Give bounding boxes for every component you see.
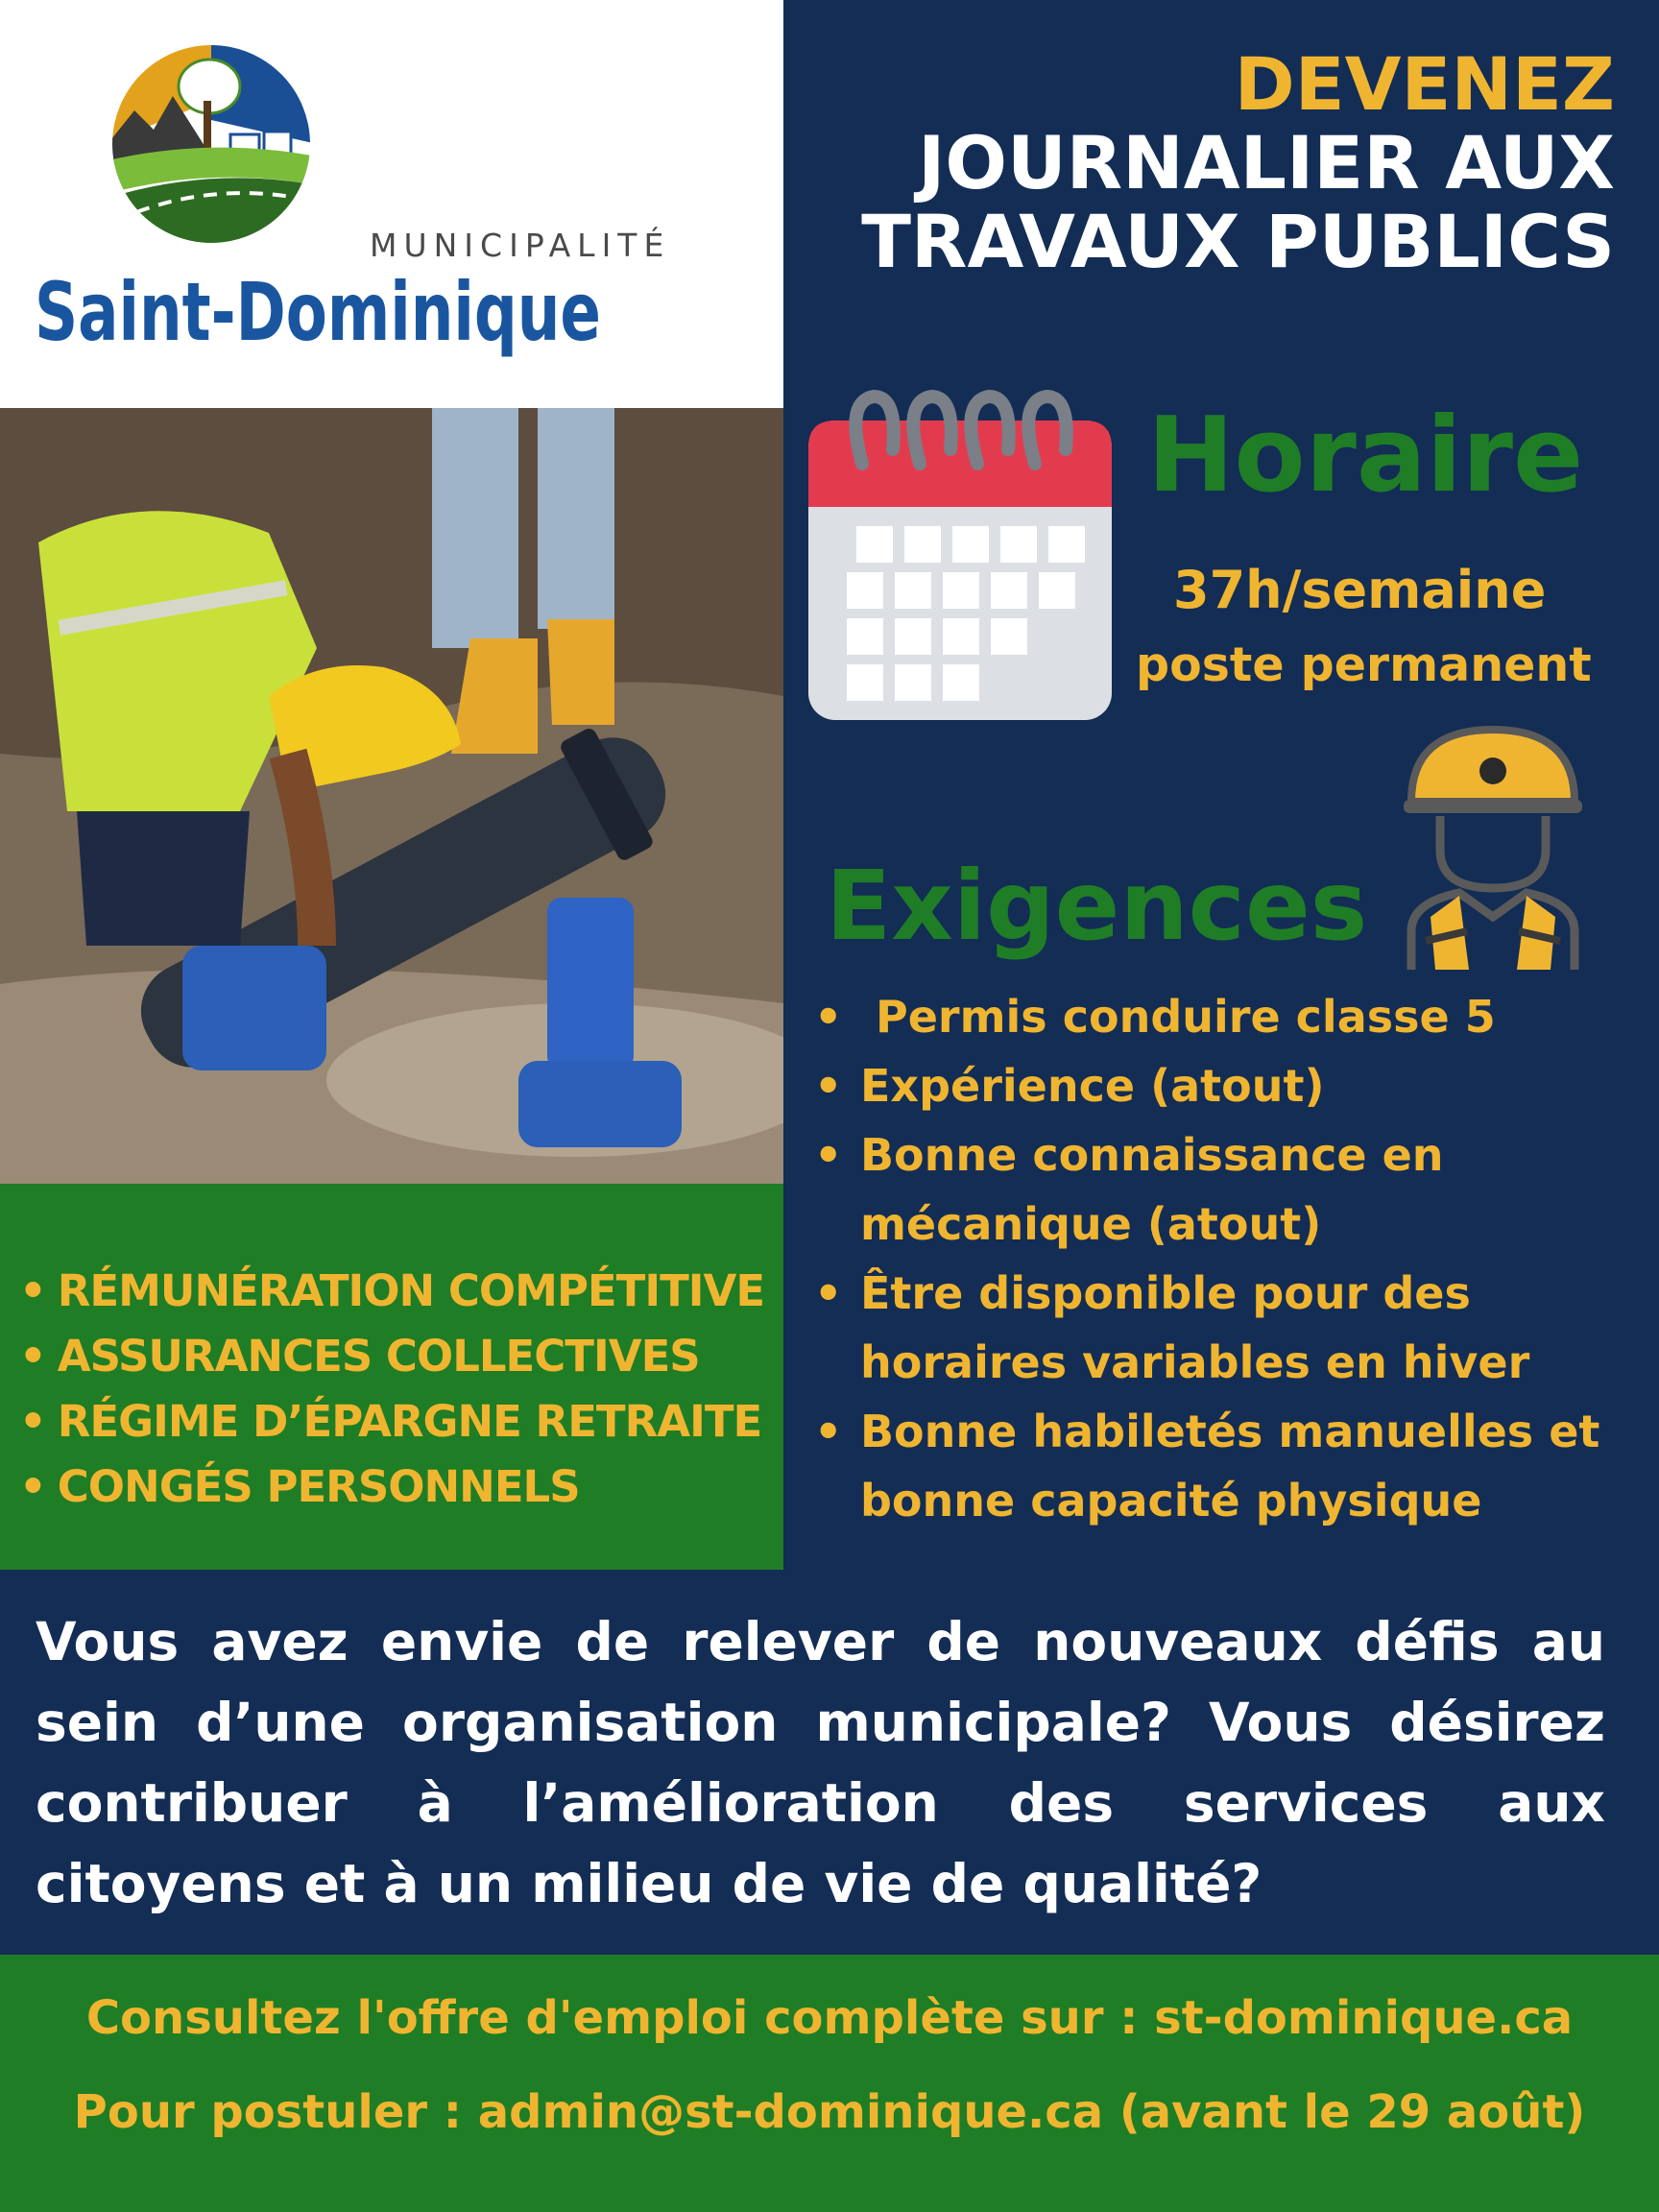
requirement-item: • Être disponible pour des horaires variables en hiver (814, 1267, 1530, 1388)
consult-offer-text: Consultez l'offre d'emploi complète sur : st-dominique.ca (85, 1991, 1574, 2045)
benefit-item: • ASSURANCES COLLECTIVES (19, 1324, 764, 1389)
benefits-list (19, 1259, 764, 1520)
intro-paragraph: Vous avez envie de relever de nouveaux défis au sein d’une organisation municipale? Vous désirez contribuer à l’amélioration des services aux citoyens et à un milieu de vie de qualité? (36, 1611, 1605, 1914)
schedule-heading: Horaire (1147, 396, 1584, 516)
construction-worker-icon (1402, 725, 1584, 970)
pipe-worker-illustration (0, 408, 783, 1184)
benefit-item: • CONGÉS PERSONNELS (19, 1455, 764, 1520)
logo-panel (0, 0, 783, 408)
schedule-status: poste permanent (1136, 637, 1592, 692)
municipality-label: MUNICIPALITÉ (370, 227, 671, 264)
title-devenez: DEVENEZ (1234, 41, 1615, 127)
benefits-panel (0, 1184, 783, 1570)
requirement-item: • Permis conduire classe 5 (814, 991, 1496, 1043)
title-travaux-publics: TRAVAUX PUBLICS (861, 199, 1615, 284)
requirements-list (814, 982, 1621, 1535)
requirement-item: • Expérience (atout) (814, 1060, 1325, 1112)
schedule-hours: 37h/semaine (1173, 560, 1547, 620)
calendar-icon (806, 382, 1114, 724)
requirement-item: • Bonne connaissance en mécanique (atout) (814, 1129, 1444, 1250)
title-journalier: JOURNALIER AUX (918, 120, 1615, 205)
benefit-item: • RÉMUNÉRATION COMPÉTITIVE (19, 1259, 764, 1324)
requirements-heading: Exigences (826, 850, 1368, 962)
apply-contact-text: Pour postuler : admin@st-dominique.ca (avant le 29 août) (73, 2085, 1586, 2139)
town-name: Saint-Dominique (35, 265, 601, 359)
municipality-logo-icon (96, 43, 326, 245)
benefit-item: • RÉGIME D’ÉPARGNE RETRAITE (19, 1389, 764, 1455)
requirement-item: • Bonne habiletés manuelles et bonne capacité physique (814, 1406, 1600, 1527)
worker-photo (0, 408, 783, 1184)
